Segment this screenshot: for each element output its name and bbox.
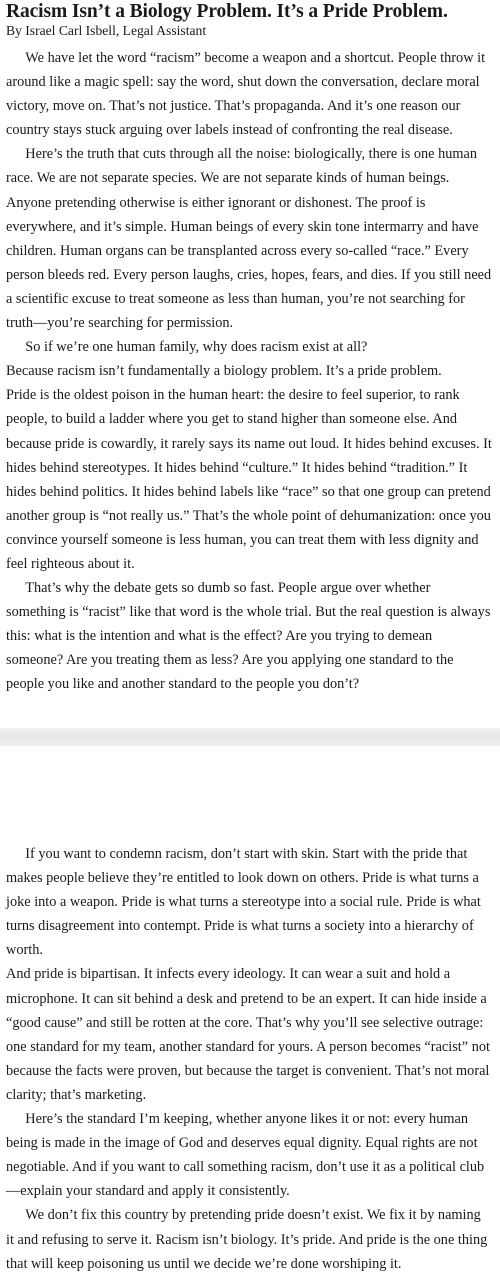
paragraph: We have let the word “racism” become a weapon and a shortcut. People throw it around like a magic spell: say the word, shut down the conversation, declare moral victory, move on. That’s not justice. That’s propaganda. And it’s one reason our country stays stuck arguing over labels instead of confronting the real disease. bbox=[6, 50, 486, 139]
page-two bbox=[0, 746, 500, 1272]
paragraph: Pride is the oldest poison in the human heart: the desire to feel superior, to rank people, to build a ladder where you get to stand higher than someone else. And because pride is cowardly, it rarely says its name out loud. It hides behind excuses. It hides behind stereotypes. It hides behind “culture.” It hides behind “tradition.” It hides behind politics. It hides behind labels like “race” so that one group can pretend another group is “not really us.” That’s the whole point of dehumanization: once you convince yourself someone is less human, you can treat them with less dignity and feel righteous about it. bbox=[6, 387, 492, 572]
page-one-body bbox=[6, 46, 492, 697]
paragraph: We don’t fix this country by pretending pride doesn’t exist. We fix it by naming it and refusing to serve it. Racism isn’t biology. It’s pride. And pride is the one thing that will keep poisoning us until we decide we’re done worshiping it. bbox=[6, 1207, 488, 1272]
paragraph: Here’s the standard I’m keeping, whether anyone likes it or not: every human being is made in the image of God and deserves equal dignity. Equal rights are not negotiable. And if you want to call something racism, don’t use it as a political club—explain your standard and apply it consistently. bbox=[6, 1111, 485, 1200]
paragraph: If you want to condemn racism, don’t start with skin. Start with the pride that makes people believe they’re entitled to look down on others. Pride is what turns a joke into a weapon. Pride is what turns a stereotype into a social rule. Pride is what turns disagreement into contempt. Pride is what turns a society into a hierarchy of worth. bbox=[6, 846, 481, 959]
paragraph: So if we’re one human family, why does racism exist at all? bbox=[25, 339, 368, 356]
paragraph: Because racism isn’t fundamentally a biology problem. It’s a pride problem. bbox=[6, 363, 442, 380]
article-byline: By Israel Carl Isbell, Legal Assistant bbox=[6, 23, 207, 38]
paragraph: That’s why the debate gets so dumb so fast. People argue over whether something is “racist” like that word is the whole trial. But the real question is always this: what is the intention and what is the effect? Are you trying to demean someone? Are you treating them as less? Are you applying one standard to the people you like and another standard to the people you don’t? bbox=[6, 580, 491, 693]
page-separator bbox=[0, 728, 500, 746]
paragraph: And pride is bipartisan. It infects every ideology. It can wear a suit and hold a microphone. It can sit behind a desk and pretend to be an expert. It can hide inside a “good cause” and still be rotten at the core. That’s why you’ll see selective outrage: one standard for my team, another standard for yours. A person becomes “racist” not because the facts were proven, but because the target is convenient. That’s not moral clarity; that’s marketing. bbox=[6, 966, 490, 1103]
article-title: Racism Isn’t a Biology Problem. It’s a Pride Problem. bbox=[6, 1, 448, 22]
page-two-body bbox=[6, 842, 492, 1276]
paragraph: Here’s the truth that cuts through all the noise: biologically, there is one human race. We are not separate species. We are not separate kinds of human beings. Anyone pretending otherwise is either ignorant or dishonest. The proof is everywhere, and it’s simple. Human beings of every skin tone intermarry and have children. Human organs can be transplanted across every so-called “race.” Every person bleeds red. Every person laughs, cries, hopes, fears, and dies. If you still need a scientific excuse to treat someone as less than human, you’re not searching for truth—you’re searching for permission. bbox=[6, 146, 492, 332]
